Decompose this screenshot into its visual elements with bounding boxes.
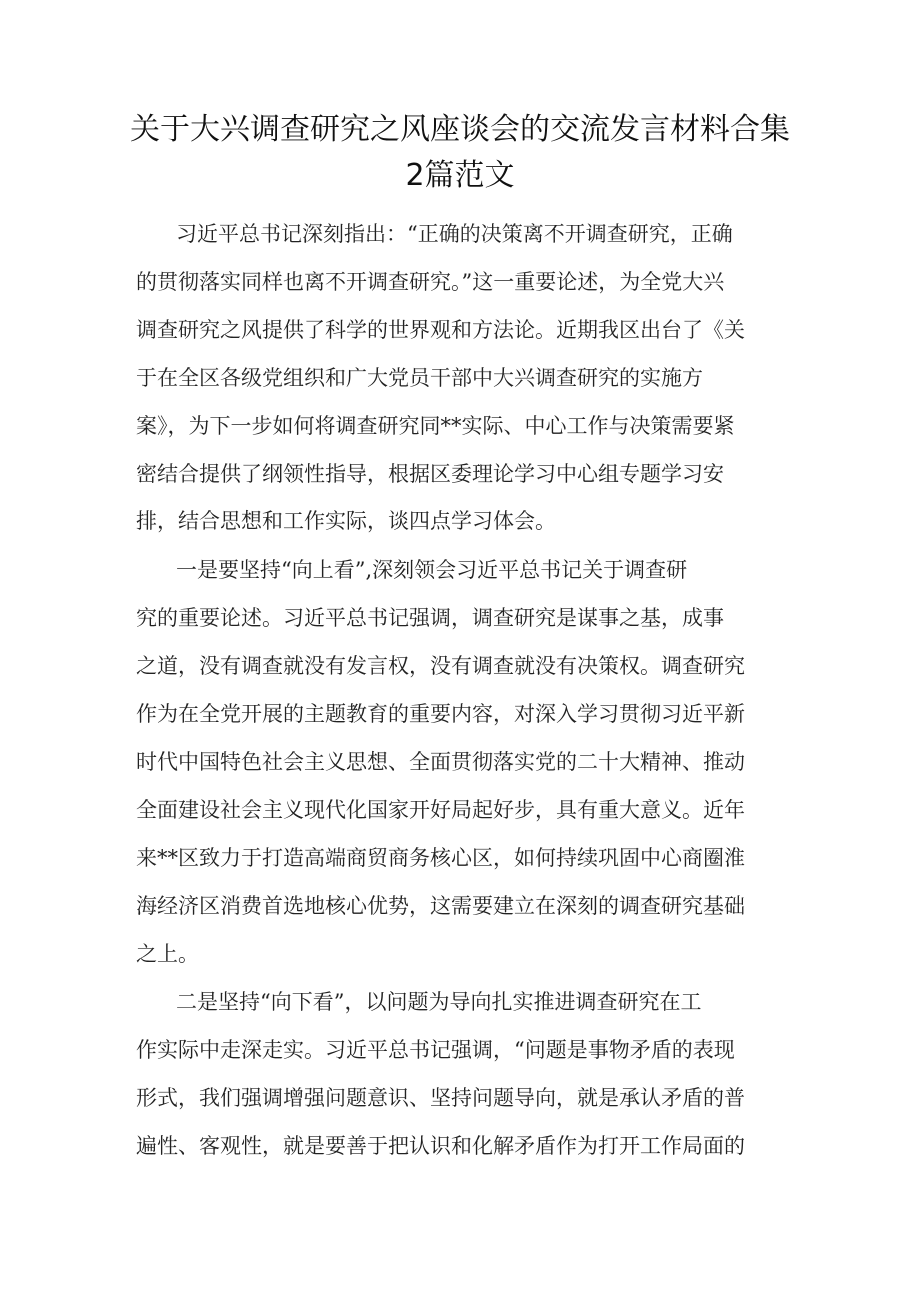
paragraph-3-line-3: 形式，我们强调增强问题意识、坚持问题导向，就是承认矛盾的普 (136, 1086, 745, 1110)
document-title-line2: 2篇范文 (405, 158, 515, 193)
paragraph-1-line-6: 密结合提供了纲领性指导，根据区委理论学习中心组专题学习安 (136, 462, 724, 486)
paragraph-2-line-4: 作为在全党开展的主题教育的重要内容，对深入学习贯彻习近平新 (136, 702, 745, 726)
paragraph-1-line-3: 调查研究之风提供了科学的世界观和方法论。近期我区出台了《关 (136, 318, 745, 342)
paragraph-2-line-8: 海经济区消费首选地核心优势，这需要建立在深刻的调查研究基础 (136, 894, 745, 918)
paragraph-2-line-1: 一是要坚持“向上看”,深刻领会习近平总书记关于调查研 (176, 558, 688, 582)
paragraph-3-line-1: 二是坚持“向下看”，以问题为导向扎实推进调查研究在工 (176, 990, 702, 1014)
paragraph-3-line-2: 作实际中走深走实。习近平总书记强调，“问题是事物矛盾的表现 (136, 1038, 735, 1062)
paragraph-1-line-7: 排，结合思想和工作实际，谈四点学习体会。 (136, 509, 556, 533)
paragraph-3-line-4: 遍性、客观性，就是要善于把认识和化解矛盾作为打开工作局面的 (136, 1134, 745, 1158)
paragraph-2-line-9: 之上。 (136, 942, 199, 966)
paragraph-1-line-5: 案》，为下一步如何将调查研究同**实际、中心工作与决策需要紧 (136, 414, 735, 438)
document-title-line1: 关于大兴调查研究之风座谈会的交流发言材料合集 (130, 112, 790, 147)
paragraph-2-line-2: 究的重要论述。习近平总书记强调，调查研究是谋事之基，成事 (136, 606, 724, 630)
paragraph-2-line-3: 之道，没有调查就没有发言权，没有调查就没有决策权。调查研究 (136, 654, 745, 678)
paragraph-2-line-7: 来**区致力于打造高端商贸商务核心区，如何持续巩固中心商圈淮 (136, 846, 745, 870)
paragraph-1-line-1: 习近平总书记深刻指出：“正确的决策离不开调查研究，正确 (176, 222, 733, 246)
paragraph-1-line-4: 于在全区各级党组织和广大党员干部中大兴调查研究的实施方 (136, 366, 703, 390)
paragraph-1-line-2: 的贯彻落实同样也离不开调查研究。”这一重要论述，为全党大兴 (136, 270, 725, 294)
paragraph-2-line-5: 时代中国特色社会主义思想、全面贯彻落实党的二十大精神、推动 (136, 750, 745, 774)
paragraph-2-line-6: 全面建设社会主义现代化国家开好局起好步，具有重大意义。近年 (136, 798, 745, 822)
